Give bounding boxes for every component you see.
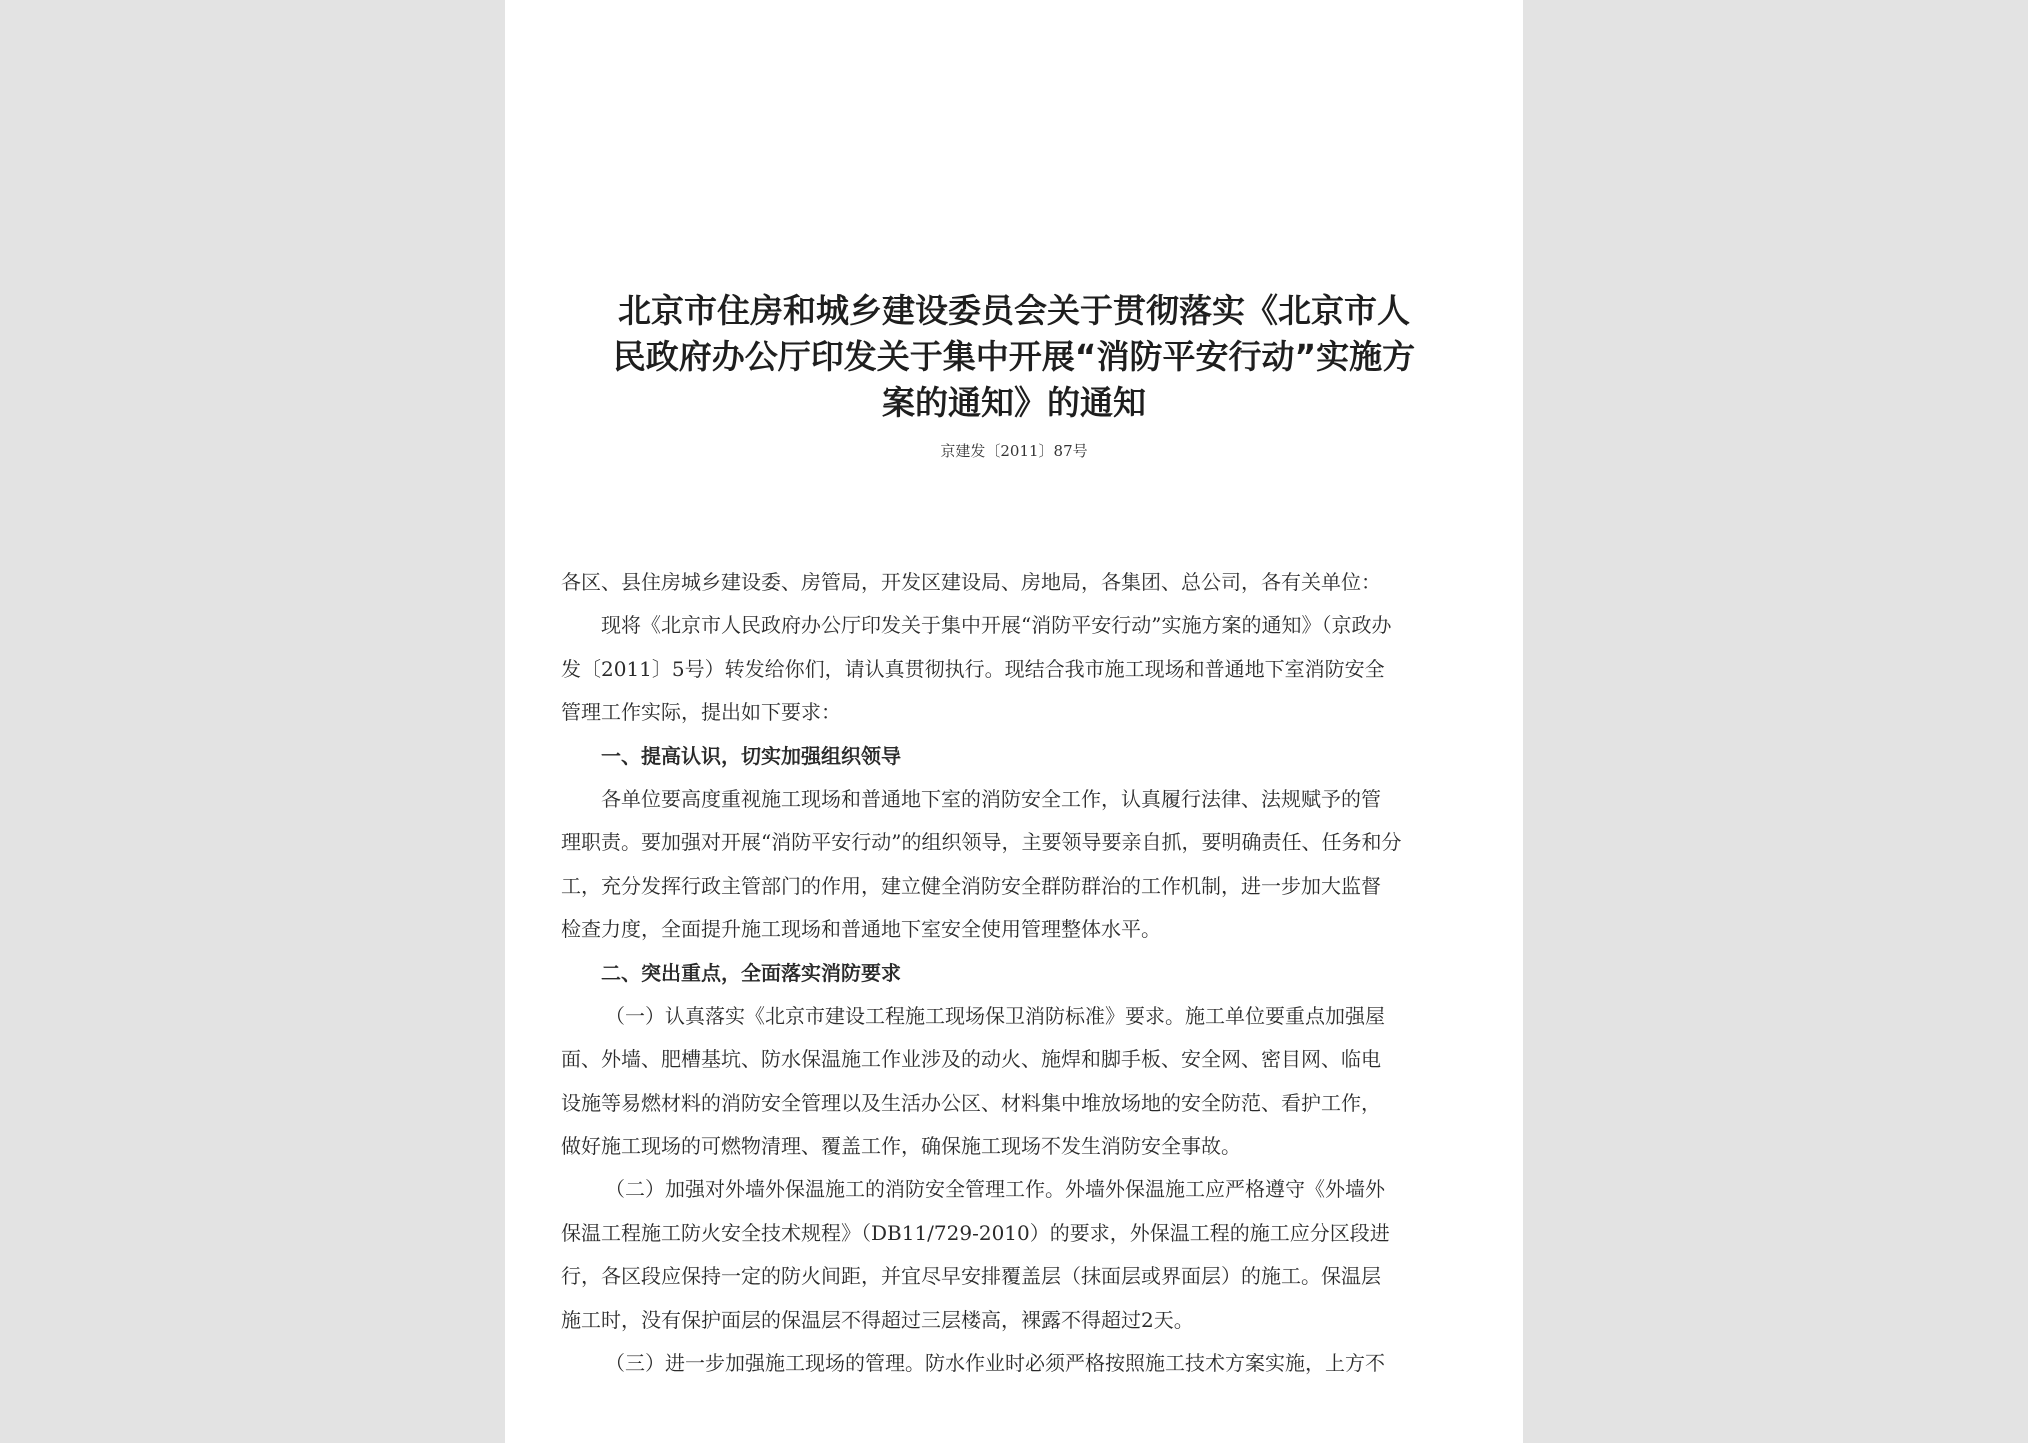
paragraph-line: 面、外墙、肥槽基坑、防水保温施工作业涉及的动火、施焊和脚手板、安全网、密目网、临电 [561,1047,1381,1072]
paragraph-line: 设施等易燃材料的消防安全管理以及生活办公区、材料集中堆放场地的安全防范、看护工作， [561,1090,1381,1115]
paragraph-line: 施工时，没有保护面层的保温层不得超过三层楼高，裸露不得超过2天。 [561,1307,1194,1332]
paragraph-line: 做好施工现场的可燃物清理、覆盖工作，确保施工现场不发生消防安全事故。 [561,1134,1241,1159]
document-body [561,561,1481,1385]
paragraph-line: （一）认真落实《北京市建设工程施工现场保卫消防标准》要求。施工单位要重点加强屋 [605,1003,1385,1028]
paragraph-line: 理职责。要加强对开展“消防平安行动”的组织领导，主要领导要亲自抓，要明确责任、任务和分 [561,830,1402,855]
paragraph-line: 行，各区段应保持一定的防火间距，并宜尽早安排覆盖层（抹面层或界面层）的施工。保温层 [561,1264,1381,1289]
document-title [535,288,1493,426]
paragraph-line: 工，充分发挥行政主管部门的作用，建立健全消防安全群防群治的工作机制，进一步加大监督 [561,873,1381,898]
paragraph-line: 管理工作实际，提出如下要求： [561,700,841,725]
section-heading: 二、突出重点，全面落实消防要求 [601,960,901,985]
paragraph-line: 检查力度，全面提升施工现场和普通地下室安全使用管理整体水平。 [561,917,1161,942]
paragraph-line: 各单位要高度重视施工现场和普通地下室的消防安全工作，认真履行法律、法规赋予的管 [601,786,1381,811]
section-heading: 一、提高认识，切实加强组织领导 [601,743,901,768]
title-line: 案的通知》的通知 [882,383,1146,422]
paragraph-line: 发〔2011〕5号）转发给你们，请认真贯彻执行。现结合我市施工现场和普通地下室消防安全 [561,656,1385,681]
addressee-line: 各区、县住房城乡建设委、房管局，开发区建设局、房地局，各集团、总公司，各有关单位： [561,570,1381,594]
paragraph-line: 现将《北京市人民政府办公厅印发关于集中开展“消防平安行动”实施方案的通知》（京政办 [601,613,1392,638]
paragraph-line: 保温工程施工防火安全技术规程》（DB11/729-2010）的要求，外保温工程的施工应分区段进 [561,1220,1390,1245]
paragraph-line: （二）加强对外墙外保温施工的消防安全管理工作。外墙外保温施工应严格遵守《外墙外 [605,1177,1385,1202]
document-page [505,0,1523,1443]
title-line: 北京市住房和城乡建设委员会关于贯彻落实《北京市人 [618,291,1410,330]
document-number: 京建发〔2011〕87号 [940,442,1088,460]
title-line: 民政府办公厅印发关于集中开展“消防平安行动”实施方 [612,337,1416,376]
paragraph-line: （三）进一步加强施工现场的管理。防水作业时必须严格按照施工技术方案实施，上方不 [605,1351,1385,1376]
